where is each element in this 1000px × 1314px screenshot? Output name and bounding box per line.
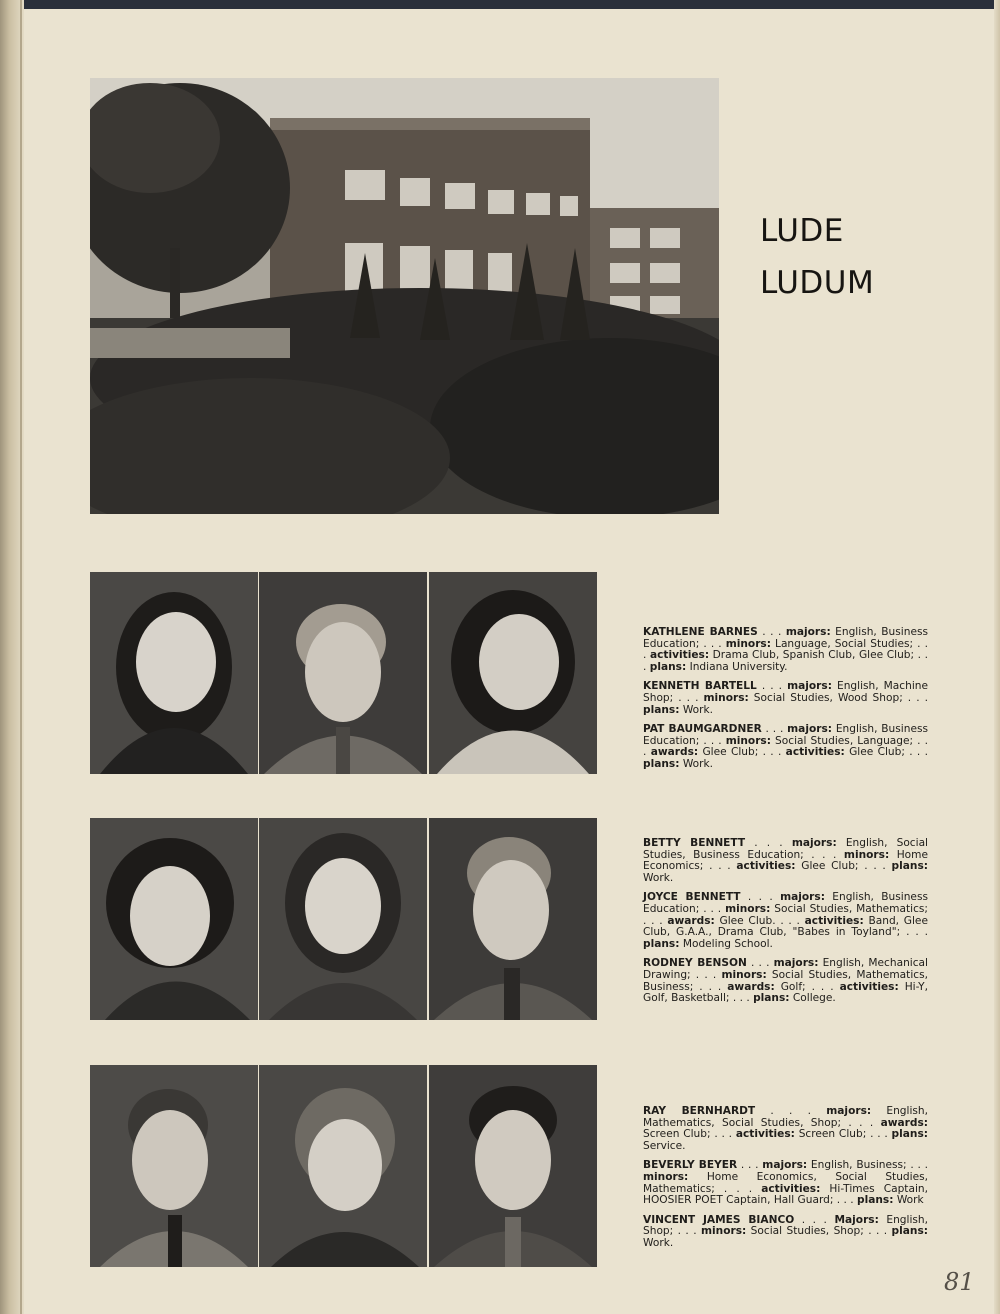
student-entry — [643, 838, 928, 884]
student-entry — [643, 1106, 928, 1152]
field-value: Glee Club; . . . — [795, 860, 892, 873]
field-keyword: minors: — [725, 902, 771, 915]
field-value: . . . — [794, 1213, 835, 1226]
field-value: Band, Glee Club, G.A.A., Drama Club, "Babes in Toyland"; . . . — [643, 914, 928, 939]
field-keyword: plans: — [649, 660, 687, 673]
field-value: Service. — [643, 1139, 686, 1152]
field-value: . . . — [737, 1159, 763, 1172]
portrait-joyce-bennett — [259, 818, 427, 1020]
field-value: Social Studies, Mathematics; . . . — [643, 902, 928, 927]
student-entry — [643, 681, 928, 716]
field-value: Modeling School. — [679, 937, 773, 950]
portrait-beverly-beyer — [259, 1065, 427, 1267]
portrait-vincent-james-bianco — [429, 1065, 597, 1267]
field-keyword: minors: — [700, 1225, 747, 1238]
field-value: English, Mechanical Drawing; . . . — [643, 957, 928, 981]
field-value: . . . — [740, 891, 781, 904]
school-building-photo — [90, 78, 719, 514]
field-keyword: plans: — [891, 1128, 928, 1141]
field-keyword: awards: — [727, 980, 775, 993]
field-value: . . . — [761, 723, 788, 736]
field-value: Hi-Times Captain, HOOSIER POET Captain, Hall Guard; . . . — [643, 1182, 928, 1207]
bio-group-1 — [643, 627, 928, 779]
field-keyword: majors: — [780, 891, 825, 904]
student-entry — [643, 892, 928, 950]
field-value: . . . — [757, 626, 786, 638]
field-keyword: minors: — [843, 848, 890, 861]
field-keyword: plans: — [891, 1225, 928, 1238]
field-keyword: majors: — [791, 837, 837, 849]
field-value: English, Business Education; . . . — [643, 723, 928, 747]
field-value: English, Mathematics, Social Studies, Shop; . . . — [643, 1105, 928, 1129]
field-value: Screen Club; . . . — [643, 1128, 736, 1141]
field-keyword: minors: — [643, 1170, 689, 1183]
field-keyword: plans: — [857, 1194, 894, 1207]
field-value: English, Social Studies, Business Education; . . . — [643, 837, 929, 861]
student-entry — [643, 1160, 928, 1206]
field-value: Hi-Y, Golf, Basketball; . . . — [643, 980, 929, 1005]
field-keyword: activities: — [736, 860, 796, 873]
field-keyword: minors: — [703, 691, 749, 704]
portrait-ray-bernhardt — [90, 1065, 258, 1267]
portrait-kenneth-bartell — [259, 572, 427, 774]
field-value: Social Studies, Mathematics, Business; . . . — [643, 968, 928, 993]
field-keyword: majors: — [787, 680, 832, 693]
field-value: Work. — [679, 703, 714, 716]
field-value: Golf; . . . — [774, 980, 840, 993]
field-keyword: majors: — [762, 1159, 808, 1172]
bio-group-2 — [643, 838, 928, 1013]
field-keyword: minors: — [721, 968, 767, 981]
field-value: Drama Club, Spanish Club, Glee Club; . . . — [643, 649, 928, 673]
page-number: 81 — [944, 1268, 975, 1296]
field-keyword: plans: — [643, 937, 680, 950]
student-name: JOYCE BENNETT — [643, 891, 741, 904]
field-value: Indiana University. — [686, 660, 788, 673]
field-value: Screen Club; . . . — [794, 1128, 892, 1141]
field-keyword: plans: — [891, 860, 928, 873]
field-value: Home Economics, Social Studies, Mathematics; . . . — [643, 1170, 928, 1195]
student-entry — [643, 958, 928, 1004]
page-top-edge — [0, 0, 1000, 9]
title-line-2: LUDUM — [760, 265, 875, 301]
field-keyword: Majors: — [834, 1213, 879, 1226]
field-keyword: activities: — [839, 980, 899, 993]
field-value: Social Studies, Wood Shop; . . . — [748, 691, 928, 704]
field-keyword: activities: — [785, 746, 845, 759]
field-value: Home Economics; . . . — [643, 848, 928, 873]
field-value: Social Studies, Shop; . . . — [746, 1225, 892, 1238]
field-value: English, Business Education; . . . — [643, 891, 928, 915]
field-keyword: minors: — [725, 637, 771, 650]
field-keyword: activities: — [804, 914, 864, 927]
field-value: College. — [789, 992, 836, 1005]
field-value: English, Shop; . . . — [643, 1213, 928, 1238]
student-name: RODNEY BENSON — [643, 957, 747, 970]
field-value: Glee Club; . . . — [844, 746, 928, 759]
student-name: KENNETH BARTELL — [643, 680, 757, 693]
field-value: Work — [893, 1194, 924, 1207]
binding-line — [20, 0, 22, 1314]
portrait-betty-bennett — [90, 818, 258, 1020]
student-name: BETTY BENNETT — [643, 837, 746, 849]
field-keyword: awards: — [650, 746, 699, 759]
student-name: RAY BERNHARDT — [643, 1105, 756, 1117]
page-edge-shadow — [994, 0, 1000, 1314]
field-value: . . . — [745, 837, 792, 849]
student-entry — [643, 724, 928, 770]
field-value: Glee Club. . . . — [714, 914, 805, 927]
portrait-pat-baumgardner — [429, 572, 597, 774]
field-value: Social Studies, Language; . . . — [643, 734, 928, 759]
bio-group-3 — [643, 1106, 928, 1258]
field-keyword: plans: — [643, 757, 680, 770]
field-keyword: plans: — [753, 992, 790, 1005]
field-keyword: awards: — [667, 914, 715, 927]
field-keyword: awards: — [880, 1116, 928, 1129]
field-keyword: plans: — [643, 703, 680, 716]
field-keyword: activities: — [735, 1128, 795, 1141]
field-value: English, Business Education; . . . — [643, 626, 928, 650]
student-name: PAT BAUMGARDNER — [643, 723, 762, 736]
field-value: . . . — [756, 680, 788, 693]
field-value: . . . — [755, 1105, 827, 1117]
student-entry — [643, 1215, 928, 1250]
field-keyword: minors: — [725, 734, 771, 747]
field-value: Work. — [643, 1236, 674, 1249]
field-value: Language, Social Studies; . . . — [643, 637, 928, 662]
field-keyword: majors: — [773, 957, 819, 970]
student-name: VINCENT JAMES BIANCO — [643, 1213, 795, 1226]
student-entry — [643, 627, 928, 673]
field-value: . . . — [746, 957, 774, 970]
field-value: English, Business; . . . — [807, 1159, 928, 1172]
field-value: Work. — [679, 757, 714, 770]
portrait-kathlene-barnes — [90, 572, 258, 774]
field-value: Work. — [643, 871, 674, 884]
field-keyword: majors: — [826, 1105, 872, 1117]
student-name: KATHLENE BARNES — [643, 626, 758, 638]
field-keyword: majors: — [787, 723, 833, 736]
field-keyword: activities: — [649, 649, 710, 662]
portrait-rodney-benson — [429, 818, 597, 1020]
title-line-1: LUDE — [760, 213, 844, 249]
student-name: BEVERLY BEYER — [643, 1159, 738, 1172]
field-keyword: majors: — [785, 626, 831, 638]
field-value: English, Machine Shop; . . . — [643, 680, 929, 704]
page-title — [760, 205, 960, 309]
field-keyword: activities: — [761, 1182, 821, 1195]
field-value: Glee Club; . . . — [698, 746, 786, 759]
